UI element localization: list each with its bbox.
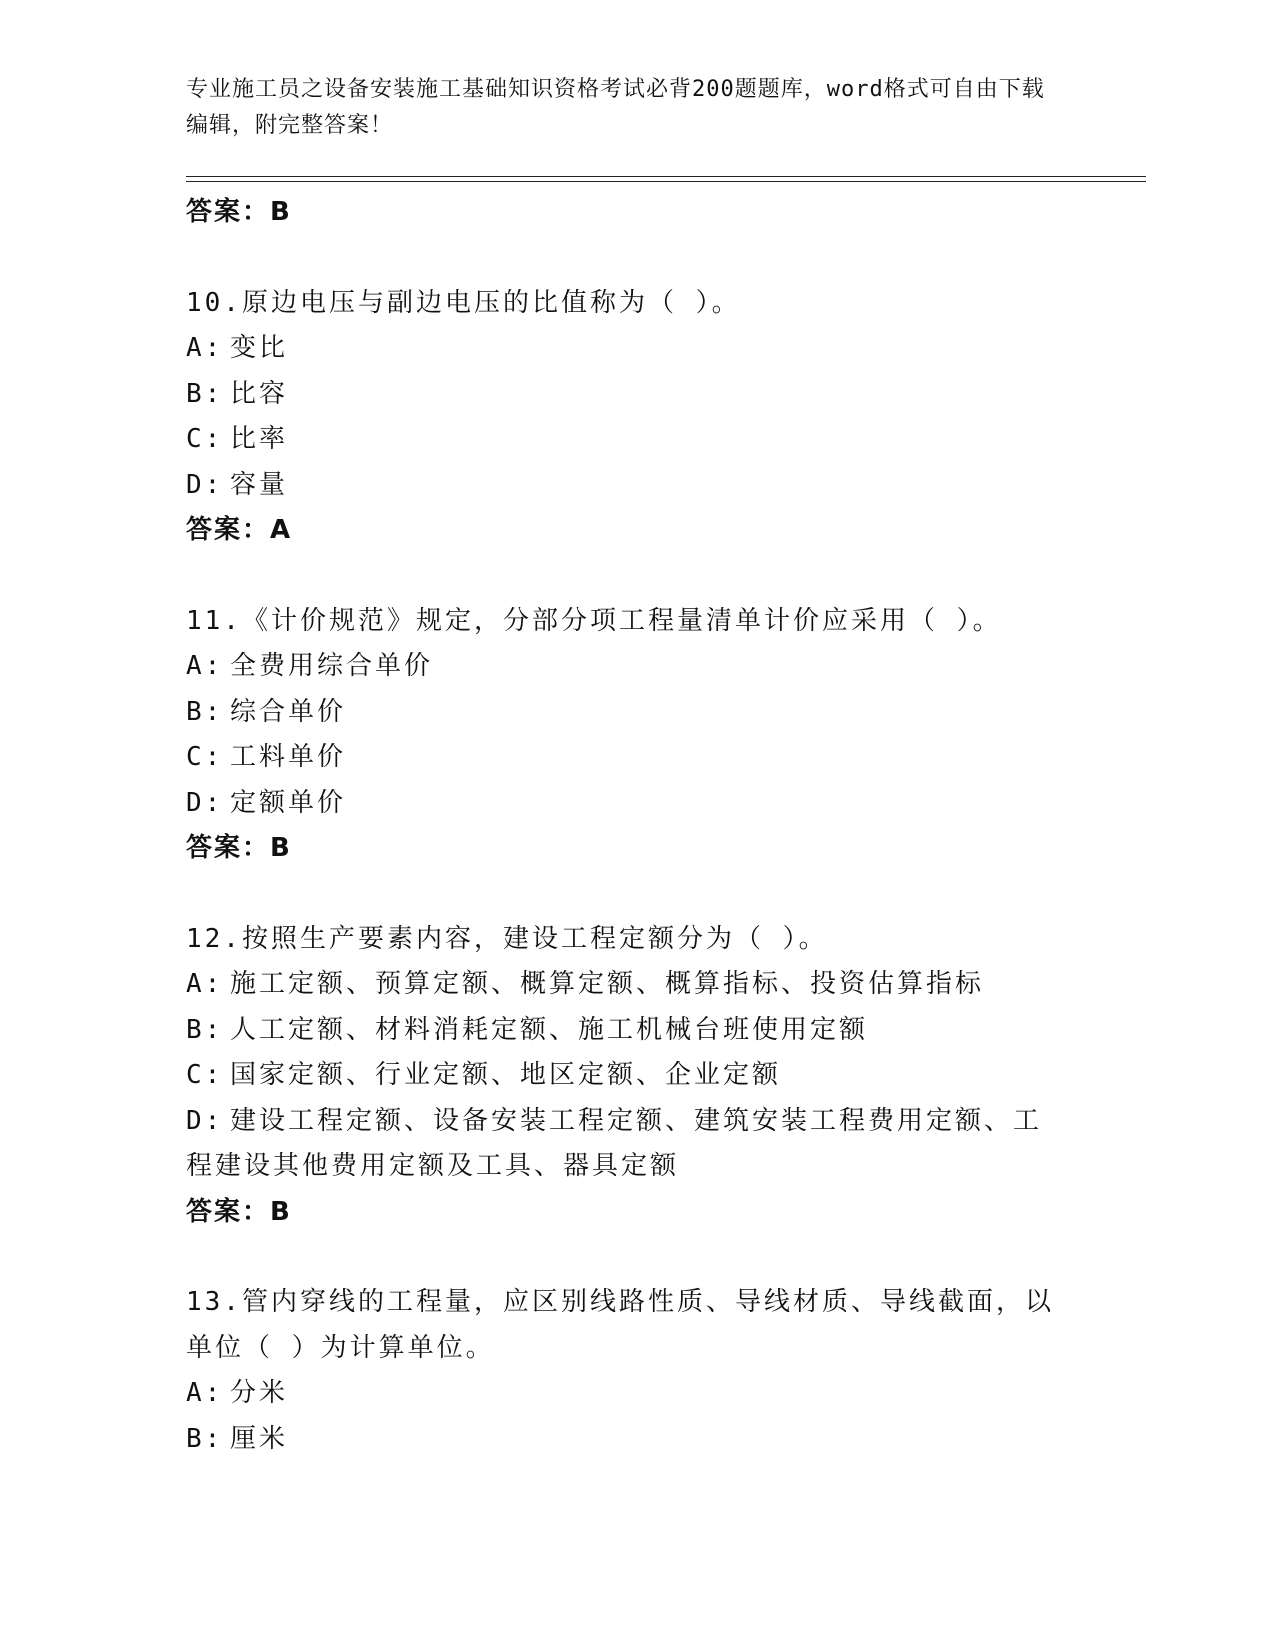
- option-letter: B:: [186, 1014, 224, 1045]
- question-list: [186, 190, 1066, 1462]
- option-letter: B:: [186, 696, 224, 727]
- option-text: 建设工程定额、设备安装工程定额、建筑安装工程费用定额、工程建设其他费用定额及工具、器具定额: [186, 1105, 1043, 1181]
- spacer: [186, 236, 1066, 281]
- question-block: [186, 281, 1066, 554]
- option-text: 施工定额、预算定额、概算定额、概算指标、投资估算指标: [230, 969, 985, 999]
- option-d: [186, 781, 1066, 827]
- option-a: [186, 962, 1066, 1008]
- option-letter: C:: [186, 1060, 224, 1090]
- option-d: [186, 1099, 1066, 1190]
- header-divider-bottom: [186, 181, 1146, 182]
- option-letter: D:: [186, 787, 224, 818]
- option-text: 比率: [230, 424, 289, 454]
- option-letter: C:: [186, 424, 224, 454]
- option-text: 人工定额、材料消耗定额、施工机械台班使用定额: [230, 1014, 869, 1045]
- question-stem: 13.管内穿线的工程量，应区别线路性质、导线材质、导线截面，以单位（ ）为计算单位。: [186, 1287, 1054, 1363]
- option-text: 全费用综合单价: [230, 651, 434, 681]
- option-letter: A:: [186, 333, 224, 363]
- question-block: [186, 1280, 1066, 1462]
- question-stem: 11.《计价规范》规定，分部分项工程量清单计价应采用（ ）。: [186, 605, 1002, 636]
- option-text: 容量: [230, 469, 289, 500]
- option-c: [186, 417, 1066, 463]
- option-a: [186, 644, 1066, 690]
- question-answer: 答案：B: [186, 833, 292, 863]
- question-stem: 10.原边电压与副边电压的比值称为（ ）。: [186, 287, 741, 318]
- option-letter: C:: [186, 742, 224, 772]
- option-text: 比容: [230, 378, 289, 409]
- option-letter: B:: [186, 1423, 224, 1454]
- question-stem: 12.按照生产要素内容，建设工程定额分为（ ）。: [186, 923, 828, 954]
- option-b: [186, 1417, 1066, 1463]
- option-letter: A:: [186, 1378, 224, 1408]
- option-c: [186, 1053, 1066, 1099]
- header-divider-top: [186, 176, 1146, 177]
- question-answer: 答案：B: [186, 1196, 292, 1227]
- document-header: 专业施工员之设备安装施工基础知识资格考试必背200题题库，word格式可自由下载编辑，附完整答案！: [186, 77, 1045, 138]
- option-d: [186, 463, 1066, 509]
- question-block: [186, 917, 1066, 1236]
- option-a: [186, 326, 1066, 372]
- option-text: 定额单价: [230, 787, 347, 818]
- option-letter: A:: [186, 969, 224, 999]
- option-text: 工料单价: [230, 742, 347, 772]
- option-letter: D:: [186, 469, 224, 500]
- question-block: [186, 599, 1066, 872]
- option-text: 厘米: [230, 1423, 289, 1454]
- option-text: 分米: [230, 1378, 289, 1408]
- question-answer: 答案：A: [186, 515, 293, 545]
- option-b: [186, 1008, 1066, 1054]
- option-letter: D:: [186, 1105, 224, 1136]
- option-b: [186, 690, 1066, 736]
- option-c: [186, 735, 1066, 781]
- option-letter: B:: [186, 378, 224, 409]
- previous-answer: 答案：B: [186, 197, 292, 227]
- option-b: [186, 372, 1066, 418]
- option-letter: A:: [186, 651, 224, 681]
- spacer: [186, 554, 1066, 599]
- option-a: [186, 1371, 1066, 1417]
- option-text: 国家定额、行业定额、地区定额、企业定额: [230, 1060, 782, 1090]
- spacer: [186, 1235, 1066, 1280]
- spacer: [186, 872, 1066, 917]
- option-text: 变比: [230, 333, 289, 363]
- option-text: 综合单价: [230, 696, 347, 727]
